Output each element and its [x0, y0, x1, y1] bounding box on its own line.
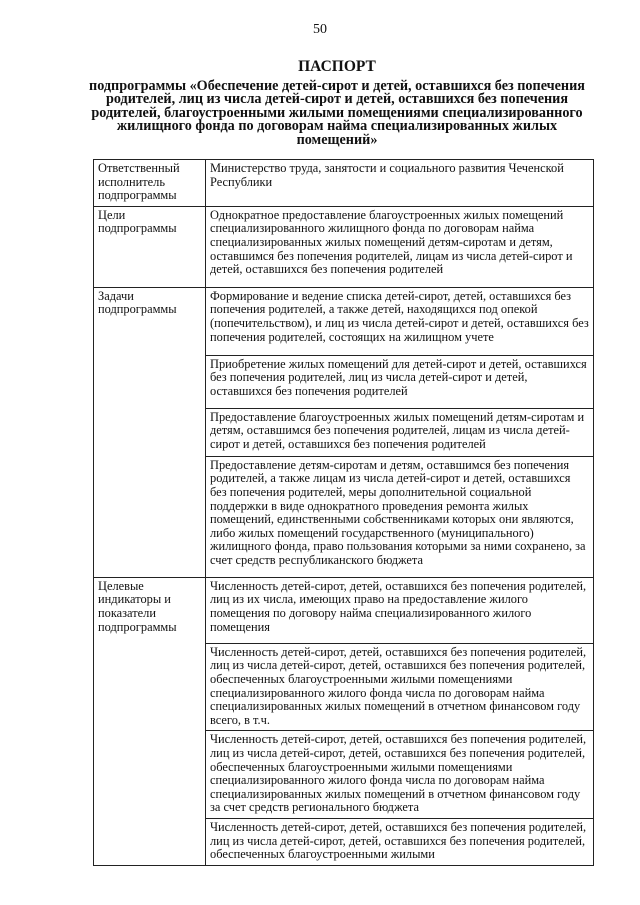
indicator-item: Численность детей-сирот, детей, оставшихся без попечения родителей, лиц из их числа, имеющих право на предоставление жилого помещения по договору найма специализированного жилого помещения — [206, 577, 594, 643]
title-block — [88, 58, 586, 147]
table-row-responsible — [94, 160, 594, 207]
table-row-goals — [94, 206, 594, 287]
task-item: Приобретение жилых помещений для детей-сирот и детей, оставшихся без попечения родителей, лиц из числа детей-сирот и детей, оставшихся без попечения родителей — [206, 355, 594, 408]
row-label-tasks: Задачи подпрограммы — [94, 287, 206, 577]
task-item: Предоставление благоустроенных жилых помещений детям-сиротам и детям, оставшимся без попечения родителей, лицам из числа детей-сирот и детей, оставшихся без попечения родителей — [206, 408, 594, 456]
table-row-tasks — [94, 287, 594, 355]
task-item: Предоставление детям-сиротам и детям, оставшимся без попечения родителей, а также лицам из числа детей-сирот и детей, оставшихся без попечения родителей, меры дополнительной социальной поддержки в виде однократного проведения ремонта жилых помещений, единственными собственниками которых они являются, либо жилых помещений государственного (муниципального) жилищного фонда, право пользования которыми за ними сохранено, за счет средств республиканского бюджета — [206, 456, 594, 577]
responsible-executor-value: Министерство труда, занятости и социального развития Чеченской Республики — [206, 160, 594, 207]
passport-table — [93, 159, 594, 866]
row-label-goals: Цели подпрограммы — [94, 206, 206, 287]
indicator-item: Численность детей-сирот, детей, оставшихся без попечения родителей, лиц из числа детей-сирот, детей, оставшихся без попечения родителей, обеспеченных благоустроенными жилыми помещениями специализированного жилого фонда числа по договорам найма специализированных жилых помещений в отчетном финансовом году за счет средств регионального бюджета — [206, 731, 594, 819]
row-label-responsible: Ответственный исполнитель подпрограммы — [94, 160, 206, 207]
indicator-item: Численность детей-сирот, детей, оставшихся без попечения родителей, лиц из числа детей-сирот, детей, оставшихся без попечения родителей, обеспеченных благоустроенными жилыми — [206, 818, 594, 865]
task-item: Формирование и ведение списка детей-сирот, детей, оставшихся без попечения родителей, а также детей, находящихся под опекой (попечительством), и лиц из числа детей-сирот и детей, оставшихся без попечения родителей, состоящих на жилищном учете — [206, 287, 594, 355]
document-subtitle: подпрограммы «Обеспечение детей-сирот и детей, оставшихся без попечения родителей, лиц из числа детей-сирот и детей, оставшихся без попечения родителей, благоустроенными жилыми помещениями специализированного жилищного фонда по договорам найма специализированных жилых помещений» — [89, 78, 585, 148]
page-number: 50 — [313, 22, 327, 37]
row-label-indicators: Целевые индикаторы и показатели подпрограммы — [94, 577, 206, 865]
indicator-item: Численность детей-сирот, детей, оставшихся без попечения родителей, лиц из числа детей-сирот, детей, оставшихся без попечения родителей, обеспеченных благоустроенными жилыми помещениями специализированного жилого фонда числа по договорам найма специализированных жилых помещений в отчетном финансовом году всего, в т.ч. — [206, 643, 594, 731]
table-row-indicators — [94, 577, 594, 643]
document-title: ПАСПОРТ — [298, 58, 376, 75]
goals-value: Однократное предоставление благоустроенных жилых помещений специализированного жилищного фонда по договорам найма специализированных жилых помещений детям-сиротам и детям, оставшимся без попечения родителей, лицам из числа детей-сирот и детей, оставшихся без попечения родителей — [206, 206, 594, 287]
